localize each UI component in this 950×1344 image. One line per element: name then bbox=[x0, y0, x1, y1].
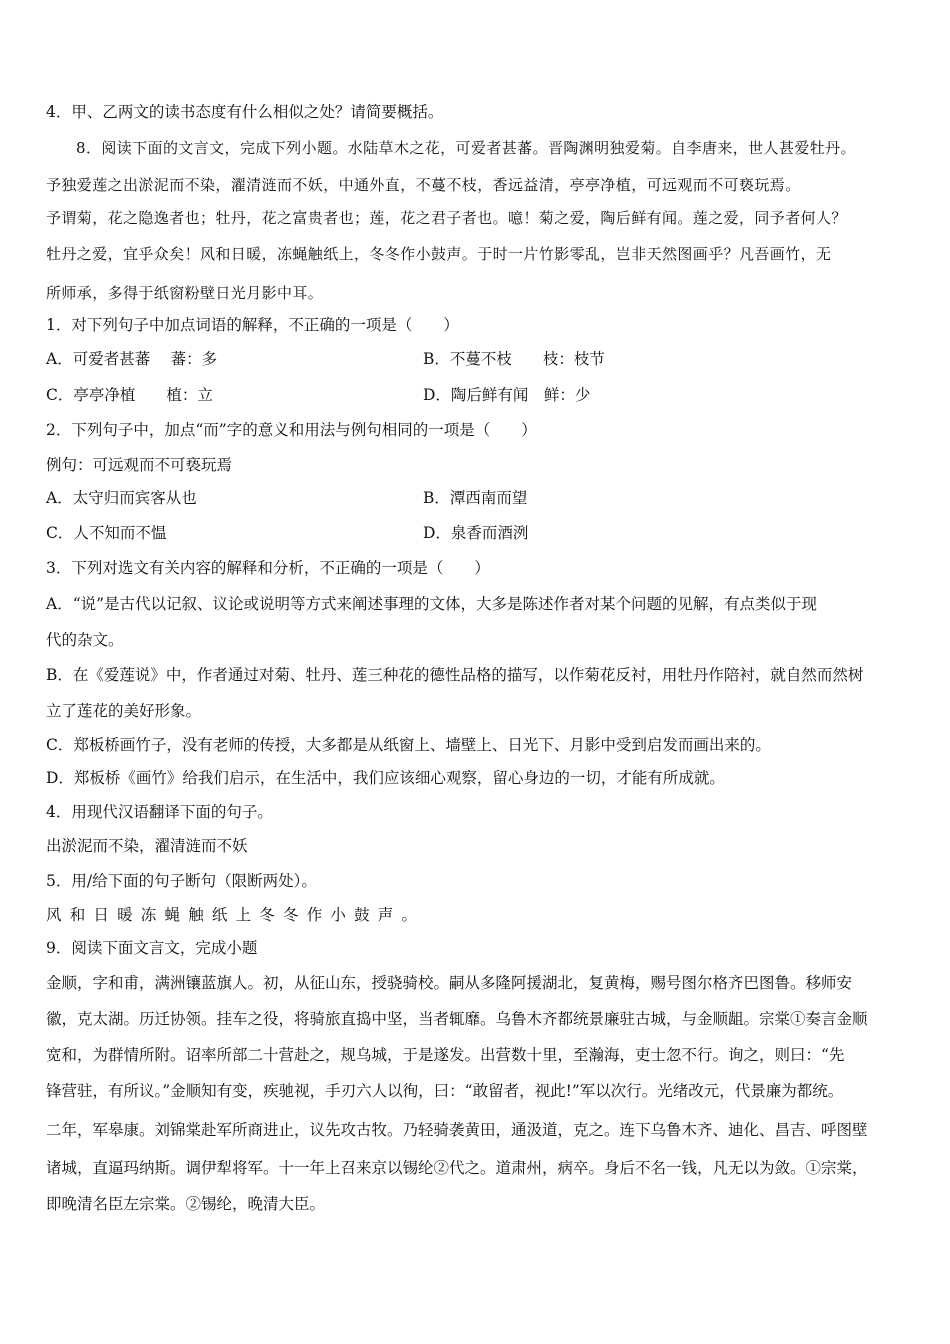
question-4-sentence: 出淤泥而不染，濯清涟而不妖 bbox=[46, 837, 248, 855]
passage-9-heading: 9．阅读下面文言文，完成小题 bbox=[46, 939, 258, 957]
option-b: B．潭西南而望 bbox=[423, 489, 528, 507]
question-2-example: 例句：可远观而不可亵玩焉 bbox=[46, 456, 233, 474]
question-2-options-row-1 bbox=[46, 488, 904, 508]
passage-8-line-4: 牡丹之爱，宜乎众矣！风和日暖，冻蝇触纸上，冬冬作小鼓声。于时一片竹影零乱，岂非天然图画乎？凡吾画竹，无 bbox=[46, 245, 832, 263]
passage-9-line-2: 徽，克太湖。历迁协领。挂车之役，将骑旅直捣中坚，当者辄靡。乌鲁木齐都统景廉驻古城，与金顺龃。宗棠①奏言金顺 bbox=[46, 1010, 868, 1028]
question-3-option-b-line-1: B．在《爱莲说》中，作者通过对菊、牡丹、莲三种花的德性品格的描写，以作菊花反衬，用牡丹作陪衬，就自然而然树 bbox=[46, 666, 864, 684]
question-3: 3．下列对选文有关内容的解释和分析，不正确的一项是（ ） bbox=[46, 559, 490, 577]
option-b: B．不蔓不枝 枝：枝节 bbox=[423, 350, 605, 368]
question-1: 1．对下列句子中加点词语的解释，不正确的一项是（ ） bbox=[46, 316, 459, 334]
question-3-option-a-line-1: A．“说”是古代以记叙、议论或说明等方式来阐述事理的文体，大多是陈述作者对某个问题的见解，有点类似于现 bbox=[46, 595, 818, 613]
question-3-option-c: C．郑板桥画竹子，没有老师的传授，大多都是从纸窗上、墙壁上、日光下、月影中受到启发而画出来的。 bbox=[46, 736, 771, 754]
passage-9-line-5: 二年，军皋康。刘锦棠赴军所商进止，议先攻古牧。乃轻骑袭黄田，通汲道，克之。连下乌鲁木齐、迪化、昌吉、呼图壁 bbox=[46, 1121, 868, 1139]
option-a: A．可爱者甚蕃 蕃：多 bbox=[46, 350, 218, 368]
question-5-sentence: 风和日暖冻蝇触纸上冬冬作小鼓声。 bbox=[46, 906, 426, 924]
question-2: 2．下列句子中，加点“而”字的意义和用法与例句相同的一项是（ ） bbox=[46, 421, 537, 439]
question-1-options-row-1 bbox=[46, 349, 904, 369]
option-c: C．亭亭净植 植：立 bbox=[46, 386, 213, 404]
passage-8-line-3: 予谓菊，花之隐逸者也；牡丹，花之富贵者也；莲，花之君子者也。噫！菊之爱，陶后鲜有闻。莲之爱，同予者何人？ bbox=[46, 209, 847, 227]
option-a: A．太守归而宾客从也 bbox=[46, 489, 197, 507]
passage-9-line-3: 宽和，为群情所附。诏率所部二十营赴之，规乌城，于是遂发。出营数十里，至瀚海，吏士忽不行。询之，则曰：“先 bbox=[46, 1046, 845, 1064]
question-1-options-row-2 bbox=[46, 385, 904, 405]
question-4-prev: 4．甲、乙两文的读书态度有什么相似之处？请简要概括。 bbox=[46, 103, 444, 121]
passage-9-line-7: 即晚清名臣左宗棠。②锡纶，晚清大臣。 bbox=[46, 1195, 326, 1213]
option-d: D．陶后鲜有闻 鲜：少 bbox=[423, 386, 591, 404]
question-2-options-row-2 bbox=[46, 523, 904, 543]
passage-8-line-2: 予独爱莲之出淤泥而不染，濯清涟而不妖，中通外直，不蔓不枝，香远益清，亭亭净植，可远观而不可亵玩焉。 bbox=[46, 176, 801, 194]
passage-8-line-5: 所师承，多得于纸窗粉壁日光月影中耳。 bbox=[46, 284, 324, 302]
option-c: C．人不知而不愠 bbox=[46, 524, 167, 542]
question-3-option-a-line-2: 代的杂文。 bbox=[46, 631, 124, 649]
passage-9-line-1: 金顺，字和甫，满洲镶蓝旗人。初，从征山东，授骁骑校。嗣从多隆阿援湖北，复黄梅，赐号图尔格齐巴图鲁。移师安 bbox=[46, 974, 853, 992]
passage-9-line-6: 诸城，直逼玛纳斯。调伊犁将军。十一年上召来京以锡纶②代之。道肃州，病卒。身后不名一钱，凡无以为敛。①宗棠， bbox=[46, 1159, 868, 1177]
passage-9-line-4: 锋营驻，有所议。”金顺知有变，疾驰视，手刃六人以徇，曰：“敢留者，视此!”军以次行。光绪改元，代景廉为都统。 bbox=[46, 1082, 844, 1100]
question-5: 5．用/给下面的句子断句（限断两处）。 bbox=[46, 872, 317, 890]
question-3-option-d: D．郑板桥《画竹》给我们启示，在生活中，我们应该细心观察，留心身边的一切，才能有所成就。 bbox=[46, 769, 725, 787]
option-d: D．泉香而酒洌 bbox=[423, 524, 529, 542]
passage-8-line-1: 8．阅读下面的文言文，完成下列小题。水陆草木之花，可爱者甚蕃。晋陶渊明独爱菊。自李唐来，世人甚爱牡丹。 bbox=[76, 139, 856, 157]
question-3-option-b-line-2: 立了莲花的美好形象。 bbox=[46, 702, 202, 720]
question-4: 4．用现代汉语翻译下面的句子。 bbox=[46, 803, 273, 821]
